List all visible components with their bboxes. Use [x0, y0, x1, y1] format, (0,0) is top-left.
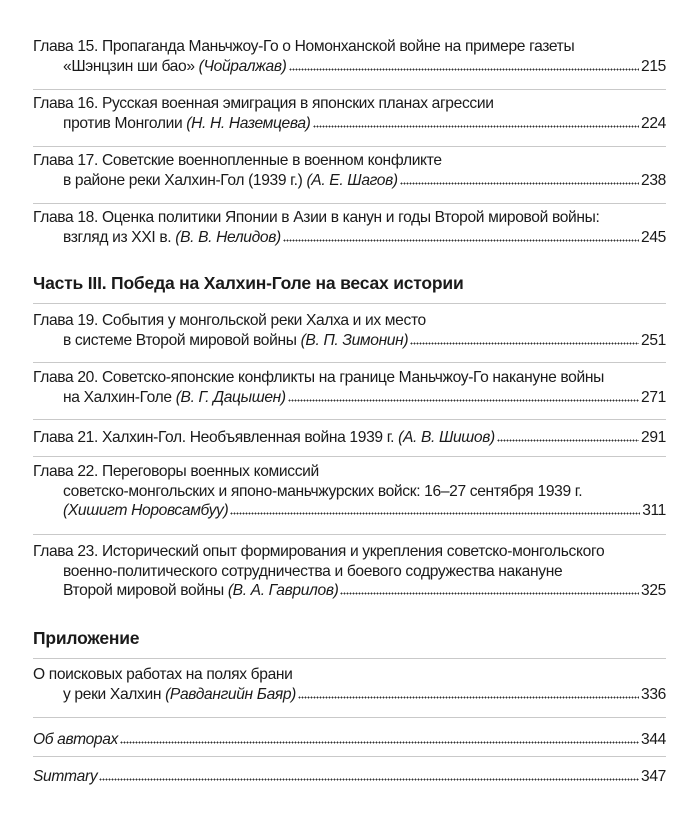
entry-page-number: 215: [641, 57, 666, 75]
entry-title-last-line: [33, 767, 666, 787]
entry-author: (Н. Н. Наземцева): [186, 114, 311, 132]
appendix-heading: Приложение: [33, 628, 140, 648]
entry-title-line-1: О поисковых работах на полях брани: [33, 666, 293, 683]
dot-leader: [298, 696, 639, 699]
toc-entry-chapter-18: [33, 208, 666, 247]
dot-leader: [283, 239, 639, 242]
part-3-heading: Часть III. Победа на Халхин-Голе на весах истории: [33, 273, 464, 293]
entry-title-line-1: Глава 19. События у монгольской реки Халха и их место: [33, 312, 426, 329]
entry-label: Summary: [33, 768, 98, 785]
toc-entry-chapter-23: [33, 542, 666, 601]
entry-title-line-1: Глава 18. Оценка политики Японии в Азии в канун и годы Второй мировой войны:: [33, 209, 600, 226]
entry-title-last-line: [33, 228, 666, 248]
entry-author: (В. В. Нелидов): [175, 228, 281, 246]
entry-title-line-1: Глава 16. Русская военная эмиграция в японских планах агрессии: [33, 95, 494, 112]
entry-title-line-2: против Монголии: [63, 114, 187, 132]
entry-page-number: 336: [641, 685, 666, 703]
entry-title-line-1: Глава 22. Переговоры военных комиссий: [33, 463, 319, 480]
toc-entry-chapter-20: [33, 368, 666, 407]
toc-entry-chapter-22: [33, 462, 666, 521]
entry-page-number: 311: [642, 502, 666, 519]
divider: [33, 756, 666, 757]
divider: [33, 534, 666, 535]
entry-page-number: 325: [641, 582, 666, 599]
entry-page-number: 344: [641, 731, 666, 748]
dot-leader: [99, 778, 639, 781]
entry-author: (Хишигт Норовсамбуу): [63, 502, 229, 519]
dot-leader: [400, 182, 639, 185]
divider: [33, 303, 666, 304]
entry-title-line-2: советско-монгольских и японо-маньчжурских войск: 16–27 сентября 1939 г.: [63, 482, 583, 500]
toc-entry-chapter-21: [33, 428, 666, 448]
entry-title-last-line: [33, 428, 666, 448]
entry-title-line-2: военно-политического сотрудничества и боевого содружества накануне: [63, 562, 563, 580]
entry-author: (Чойралжав): [198, 57, 287, 75]
entry-author: (Равдангийн Баяр): [165, 685, 297, 703]
divider: [33, 658, 666, 659]
entry-title-line-1: Глава 23. Исторический опыт формирования и укрепления советско-монгольского: [33, 543, 605, 560]
dot-leader: [288, 399, 639, 402]
entry-title-last-line: [33, 114, 666, 134]
toc-entry-chapter-15: [33, 37, 666, 76]
dot-leader: [410, 342, 639, 345]
entry-title-line-1: Глава 17. Советские военнопленные в военном конфликте: [33, 152, 442, 169]
entry-title-last-line: [33, 331, 666, 351]
dot-leader: [289, 68, 640, 71]
entry-title-line-2: в районе реки Халхин-Гол (1939 г.): [63, 171, 307, 189]
entry-title-line-1: Глава 15. Пропаганда Маньчжоу-Го о Номонханской войне на примере газеты: [33, 38, 575, 55]
entry-title-last-line: [33, 581, 666, 601]
divider: [33, 146, 666, 147]
toc-entry-chapter-17: [33, 151, 666, 190]
entry-page-number: 245: [641, 228, 666, 246]
entry-author: (А. Е. Шагов): [306, 171, 398, 189]
entry-page-number: 291: [641, 429, 666, 446]
entry-title-last-line: [33, 730, 666, 750]
entry-title-line-1: Глава 21. Халхин-Гол. Необъявленная война 1939 г.: [33, 429, 399, 446]
entry-page-number: 251: [641, 331, 666, 349]
divider: [33, 419, 666, 420]
entry-title-line-2: в системе Второй мировой войны: [63, 331, 301, 349]
toc-entry-about-authors: [33, 730, 666, 750]
entry-title-last-line: [33, 501, 666, 521]
divider: [33, 362, 666, 363]
divider: [33, 456, 666, 457]
entry-title-last-line: [33, 57, 666, 77]
entry-label: Об авторах: [33, 731, 118, 748]
entry-author: (В. П. Зимонин): [300, 331, 409, 349]
entry-page-number: 238: [641, 171, 666, 189]
entry-author: (В. А. Гаврилов): [227, 582, 339, 599]
toc-entry-appendix: [33, 665, 666, 704]
entry-page-number: 271: [641, 388, 666, 406]
dot-leader: [120, 741, 639, 744]
toc-entry-chapter-19: [33, 311, 666, 350]
divider: [33, 89, 666, 90]
entry-title-line-2: «Шэнцзин ши бао»: [63, 57, 199, 75]
entry-title-last-line: [33, 171, 666, 191]
divider: [33, 717, 666, 718]
entry-author: (В. Г. Дацышен): [175, 388, 286, 406]
entry-title-last-line: [33, 685, 666, 705]
dot-leader: [230, 512, 640, 515]
dot-leader: [497, 439, 639, 442]
entry-title-line-2: взгляд из XXI в.: [63, 228, 176, 246]
entry-page-number: 224: [641, 114, 666, 132]
entry-title-line-2: у реки Халхин: [63, 685, 166, 703]
entry-title-line-1: Глава 20. Советско-японские конфликты на границе Маньчжоу-Го накануне войны: [33, 369, 604, 386]
entry-author: (А. В. Шишов): [398, 429, 495, 446]
divider: [33, 203, 666, 204]
toc-entry-chapter-16: [33, 94, 666, 133]
dot-leader: [313, 125, 640, 128]
entry-page-number: 347: [641, 768, 666, 785]
dot-leader: [340, 592, 639, 595]
entry-title-line-3: Второй мировой войны: [63, 582, 228, 599]
toc-entry-summary: [33, 767, 666, 787]
entry-title-last-line: [33, 388, 666, 408]
entry-title-line-2: на Халхин-Голе: [63, 388, 176, 406]
